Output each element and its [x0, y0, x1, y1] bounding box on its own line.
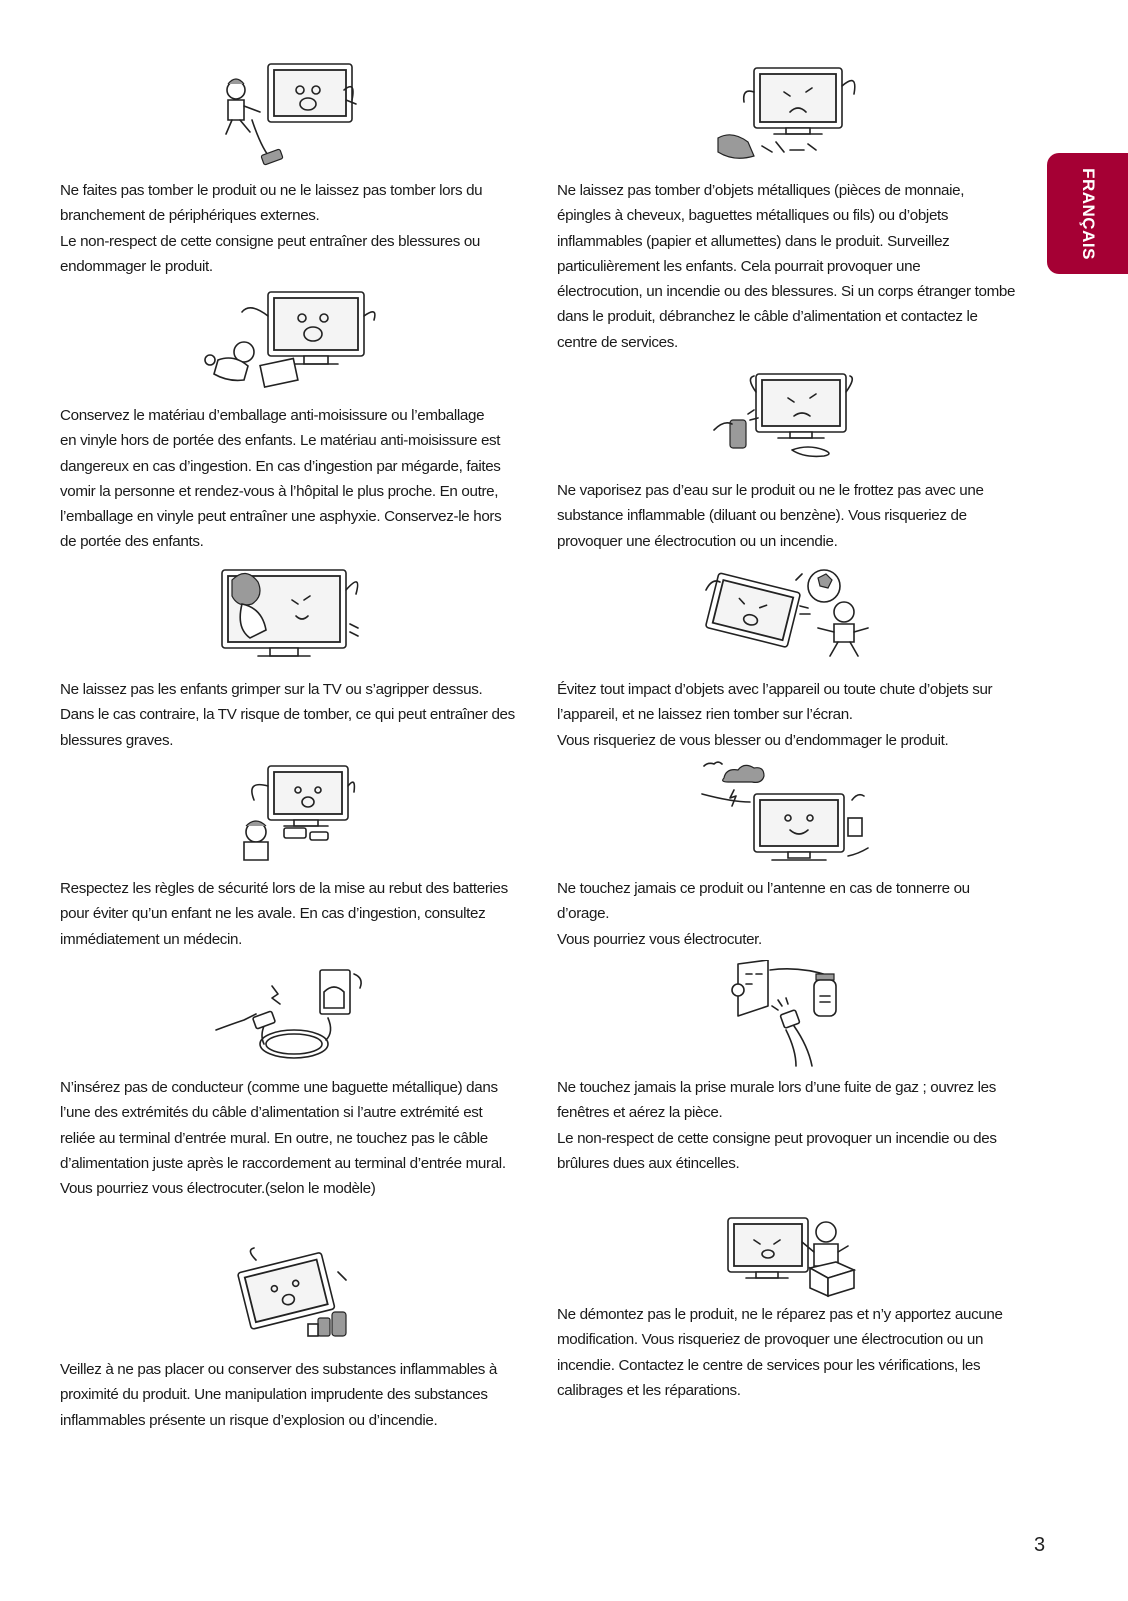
page-number: 3: [1034, 1534, 1046, 1556]
warning-text: Ne touchez jamais la prise murale lors d’une fuite de gaz ; ouvrez les fenêtres et aérez la pièce. Le non-respect de cette consigne peut provoquer un incendie ou des brûlures dues aux étincelles.: [557, 1079, 997, 1172]
water-spray-illustration: [712, 370, 862, 462]
ball-impact-illustration: [700, 566, 880, 662]
child-climbing-tv-illustration: [212, 560, 368, 668]
gas-leak-outlet-illustration: [724, 960, 854, 1068]
child-tv-plug-illustration: [212, 60, 362, 172]
child-battery-illustration: [230, 762, 360, 868]
warning-text: Respectez les règles de sécurité lors de la mise au rebut des batteries pour éviter qu’un enfant ne les avale. En cas d’ingestion, consultez immédiatement un médecin.: [60, 880, 508, 948]
warning-text: Conservez le matériau d’emballage anti-moisissure ou l’emballage en vinyle hors de portée des enfants. Le matériau anti-moisissure est dangereux en cas d’ingestion. En cas d’ingestion par mégarde, faites vomir la personne et rendez-vous à l’hôpital le plus proche. En outre, l’emballage en vinyle peut entraîner une asphyxie. Conservez-le hors de portée des enfants.: [60, 407, 502, 551]
disassembly-repair-illustration: [722, 1212, 862, 1298]
flammable-substances-illustration: [226, 1246, 362, 1342]
language-tab-label: FRANÇAIS: [1078, 167, 1098, 260]
warning-text: Veillez à ne pas placer ou conserver des substances inflammables à proximité du produit. Une manipulation imprudente des substances inflammables présente un risque d’explosion ou d’incendie.: [60, 1361, 497, 1429]
power-cord-conductor-illustration: [214, 962, 370, 1066]
warning-text: N’insérez pas de conducteur (comme une baguette métallique) dans l’une des extrémités du câble d’alimentation si l’autre extrémité est reliée au terminal d’entrée mural. En outre, ne touchez pas le câble d’alimentation juste après le raccordement au terminal d’entrée mural. Vous pourriez vous électrocuter.(selon le modèle): [60, 1079, 506, 1198]
warning-text: Ne démontez pas le produit, ne le réparez pas et n’y apportez aucune modification. Vous risqueriez de provoquer une électrocution ou un incendie. Contactez le centre de services pour les vérifications, les calibrages et les réparations.: [557, 1306, 1003, 1399]
child-packaging-illustration: [198, 286, 378, 390]
thunderstorm-illustration: [700, 760, 872, 868]
warning-text: Ne laissez pas tomber d’objets métalliques (pièces de monnaie, épingles à cheveux, baguettes métalliques ou fils) ou d’objets inflammables (papier et allumettes) dans le produit. Surveillez particulièrement les enfants. Cela pourrait provoquer une électrocution, un incendie ou des blessures. Si un corps étranger tombe dans le produit, débranchez le câble d’alimentation et contactez le centre de services.: [557, 182, 1016, 351]
warning-text: Ne touchez jamais ce produit ou l’antenne en cas de tonnerre ou d’orage. Vous pourriez vous électrocuter.: [557, 880, 970, 948]
warning-text: Ne faites pas tomber le produit ou ne le laissez pas tomber lors du branchement de périphériques externes. Le non-respect de cette consigne peut entraîner des blessures ou endommager le produit.: [60, 182, 483, 275]
warning-text: Ne vaporisez pas d’eau sur le produit ou ne le frottez pas avec une substance inflammable (diluant ou benzène). Vous risqueriez de provoquer une électrocution ou un incendie.: [557, 482, 984, 550]
language-tab: [1047, 153, 1128, 274]
warning-text: Évitez tout impact d’objets avec l’appareil ou toute chute d’objets sur l’appareil, et ne laissez rien tomber sur l’écran. Vous risqueriez de vous blesser ou d’endommager le produit.: [557, 681, 993, 749]
warning-text: Ne laissez pas les enfants grimper sur la TV ou s’agripper dessus. Dans le cas contraire, la TV risque de tomber, ce qui peut entraîner des blessures graves.: [60, 681, 515, 749]
metal-objects-illustration: [712, 62, 862, 170]
